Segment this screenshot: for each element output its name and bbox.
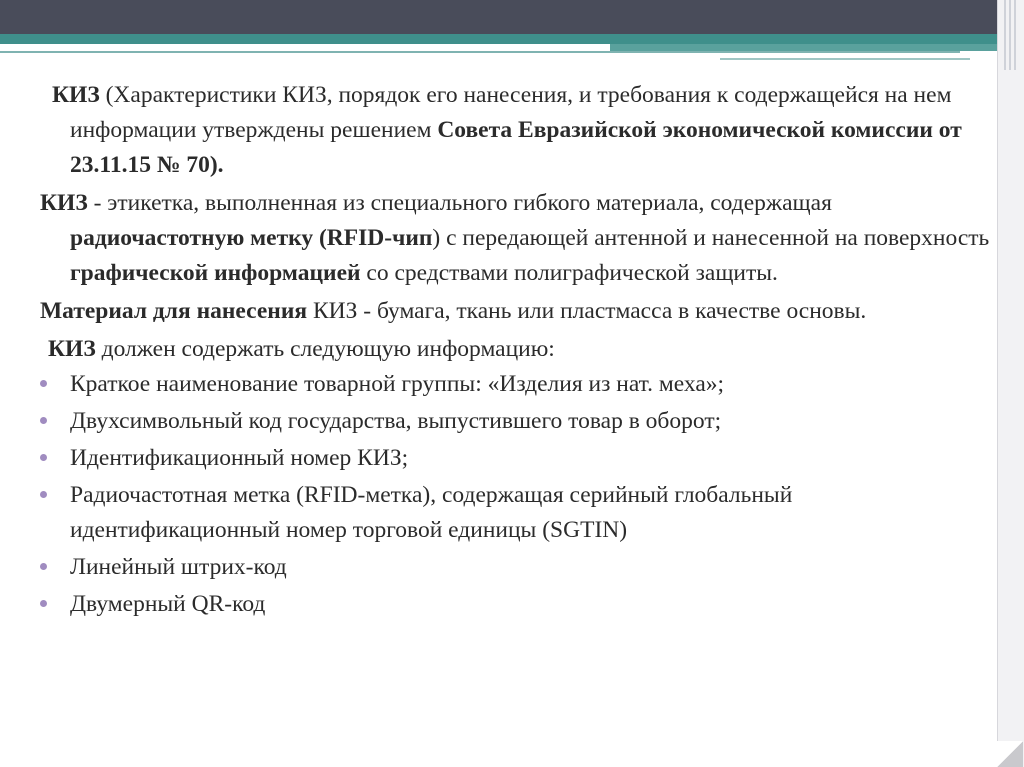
list-item: Линейный штрих-код [40,550,1005,585]
paragraph-kiz-definition: КИЗ - этикетка, выполненная из специального гибкого материала, содержащая радиочастотную метку (RFID-чип) с передающей антенной и нанесенной на поверхность графической информацией со средствами полиграфической защиты. [40,190,990,286]
list-item: Краткое наименование товарной группы: «Изделия из нат. меха»; [40,367,1005,402]
term-kiz: КИЗ [40,190,88,216]
banner-teal-accent [610,44,1000,51]
slide-body [40,78,1005,624]
edge-stripes [1004,0,1018,70]
bullet-dot-icon [40,563,47,570]
list-item: Двумерный QR-код [40,587,1005,622]
paragraph-kiz-material: Материал для нанесения КИЗ - бумага, ткань или пластмасса в качестве основы. [40,298,867,324]
bullet-dot-icon [40,491,47,498]
banner-thin-line [0,51,960,53]
term-kiz: КИЗ [48,336,96,362]
list-item: Идентификационный номер КИЗ; [40,441,1005,476]
list-item: Двухсимвольный код государства, выпустившего товар в оборот; [40,404,1005,439]
banner-dark-band [0,0,1024,34]
bullet-list [40,367,1005,622]
header-banner [0,0,1024,70]
list-item: Радиочастотная метка (RFID-метка), содержащая серийный глобальный идентификационный номер торговой единицы (SGTIN) [40,478,1005,548]
paragraph-kiz-contents: КИЗ должен содержать следующую информацию: [48,336,555,362]
bullet-dot-icon [40,380,47,387]
paragraph-kiz-regulation: КИЗ (Характеристики КИЗ, порядок его нанесения, и требования к содержащейся на нем информации утверждены решением Совета Евразийской экономической комиссии от 23.11.15 № 70). [52,82,962,178]
banner-teal-band [0,34,1000,44]
bullet-dot-icon [40,417,47,424]
term-kiz: КИЗ [52,82,100,108]
banner-thin-line-accent [720,58,970,60]
page-fold-corner [997,741,1023,767]
bullet-dot-icon [40,454,47,461]
term-material: Материал для нанесения [40,298,308,324]
bullet-dot-icon [40,600,47,607]
